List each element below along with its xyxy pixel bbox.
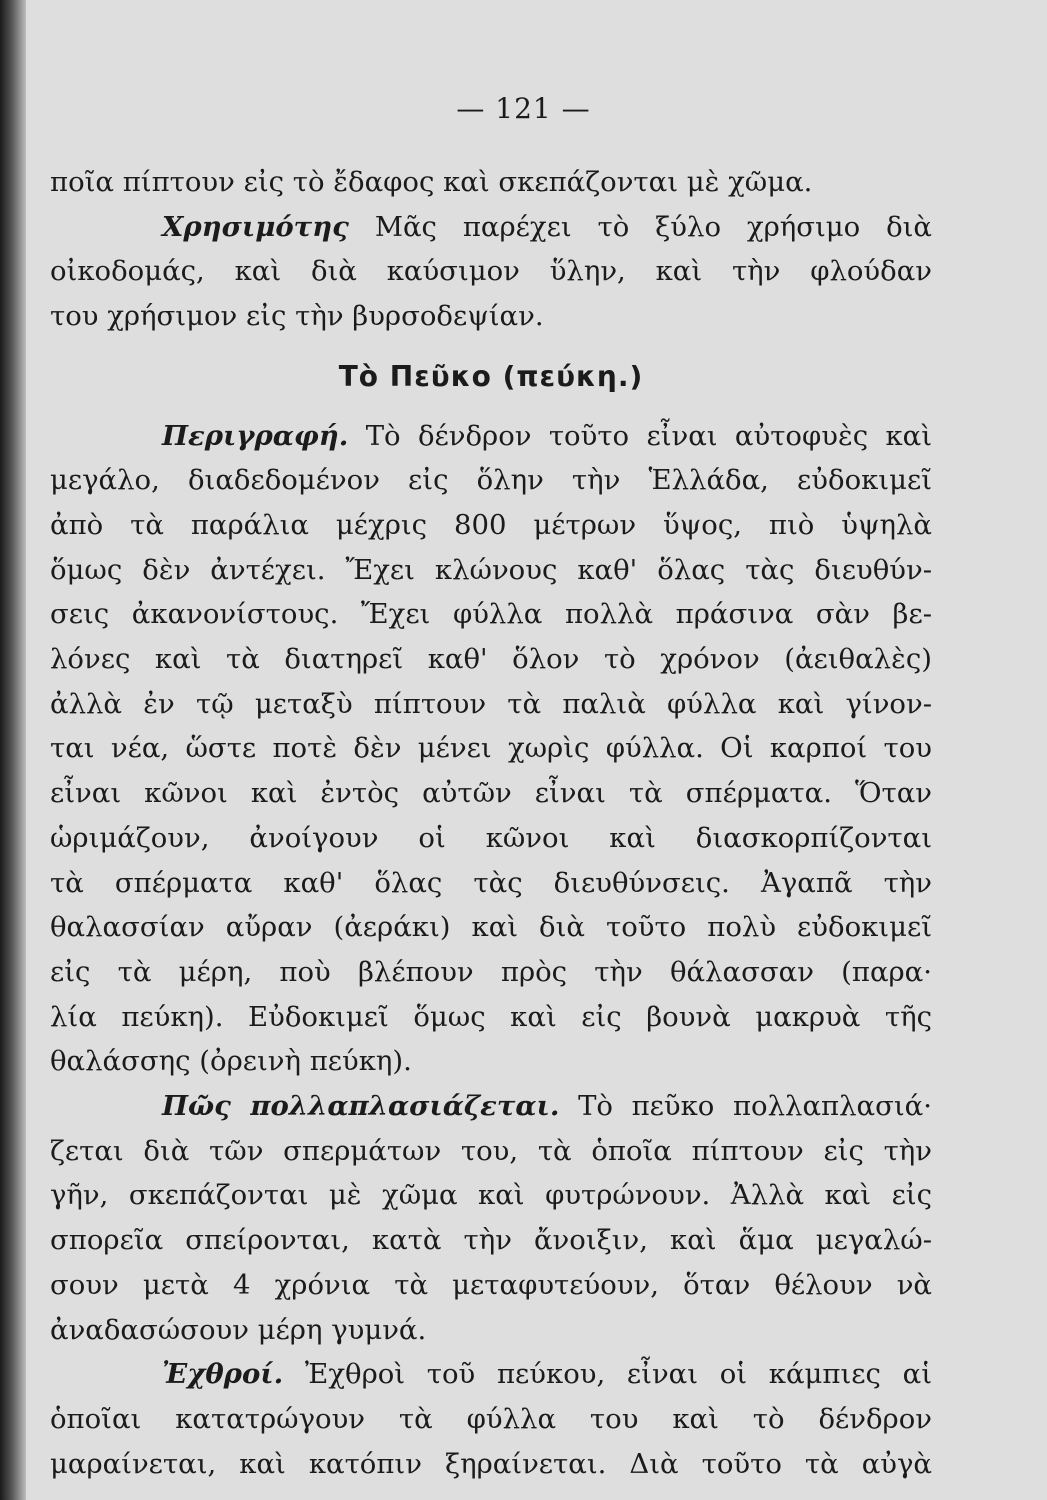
description-first-line-rest: Τὸ δένδρον τοῦτο εἶναι αὐτοφυὲς καὶ [365,419,932,452]
propagation-term: Πῶς πολλαπλασιάζεται. [162,1090,560,1123]
propagation-line: ζεται διὰ τῶν σπερμάτων του, τὰ ὁποῖα πίπτουν εἰς τὴν [50,1134,932,1167]
description-line: εἶναι κῶνοι καὶ ἐντὸς αὐτῶν εἶναι τὰ σπέρματα. Ὅταν [50,777,932,810]
description-line: τὰ σπέρματα καθ' ὅλας τὰς διευθύνσεις. Ἀγαπᾶ τὴν [50,866,932,899]
book-binding-shadow [0,0,26,1500]
description-line: ὅμως δὲν ἀντέχει. Ἔχει κλώνους καθ' ὅλας τὰς διευθύν- [50,553,932,586]
description-line: εἰς τὰ μέρη, ποὺ βλέπουν πρὸς τὴν θάλασσαν (παρα· [50,955,932,988]
description-line: μεγάλο, διαδεδομένον εἰς ὅλην τὴν Ἑλλάδα, εὐδοκιμεῖ [50,464,932,497]
description-first-line [50,414,932,459]
description-line: ἀπὸ τὰ παράλια μέχρις 800 μέτρων ὕψος, πιὸ ὑψηλὰ [50,508,932,541]
usefulness-term: Χρησιμότης [162,210,349,243]
enemies-term: Ἐχθροί. [162,1358,284,1391]
usefulness-line: του χρήσιμον εἰς τὴν βυρσοδεψίαν. [50,300,544,333]
body-text [50,160,932,1486]
propagation-line: ἀναδασώσουν μέρη γυμνά. [50,1313,427,1346]
intro-line: ποῖα πίπτουν εἰς τὸ ἔδαφος καὶ σκεπάζονται μὲ χῶμα. [50,166,813,198]
propagation-first-line-rest: Τὸ πεῦκο πολλαπλασιά· [578,1090,932,1123]
enemies-first-line-rest: Ἐχθροὶ τοῦ πεύκου, εἶναι οἱ κάμπιες αἱ [304,1358,932,1391]
description-line: ἀλλὰ ἐν τῷ μεταξὺ πίπτουν τὰ παλιὰ φύλλα καὶ γίνον- [50,687,932,720]
section-title: Τὸ Πεῦκο (πεύκη.) [338,359,644,393]
usefulness-first-line [50,205,932,250]
description-line: ται νέα, ὥστε ποτὲ δὲν μένει χωρὶς φύλλα. Οἱ καρποί του [50,732,932,765]
description-line: ὡριμάζουν, ἀνοίγουν οἱ κῶνοι καὶ διασκορπίζονται [50,821,932,854]
description-line: θαλάσσης (ὀρεινὴ πεύκη). [50,1045,412,1078]
propagation-first-line [50,1084,932,1129]
description-line: λία πεύκη). Εὐδοκιμεῖ ὅμως καὶ εἰς βουνὰ μακρυὰ τῆς [50,1000,932,1033]
description-line: σεις ἀκανονίστους. Ἔχει φύλλα πολλὰ πράσινα σὰν βε- [50,598,932,631]
propagation-line: γῆν, σκεπάζονται μὲ χῶμα καὶ φυτρώνουν. Ἀλλὰ καὶ εἰς [50,1179,932,1212]
description-line: θαλασσίαν αὔραν (ἀεράκι) καὶ διὰ τοῦτο πολὺ εὐδοκιμεῖ [50,911,932,944]
enemies-first-line [50,1352,932,1397]
usefulness-line: οἰκοδομάς, καὶ διὰ καύσιμον ὕλην, καὶ τὴν φλούδαν [50,255,932,288]
usefulness-first-line-rest: Μᾶς παρέχει τὸ ξύλο χρήσιμο διὰ [374,210,932,243]
description-term: Περιγραφή. [162,419,349,452]
enemies-line: ὁποῖαι κατατρώγουν τὰ φύλλα του καὶ τὸ δένδρον [50,1402,932,1435]
page-number: — 121 — [456,92,591,125]
enemies-line: μαραίνεται, καὶ κατόπιν ξηραίνεται. Διὰ τοῦτο τὰ αὐγὰ [50,1447,932,1480]
propagation-line: σουν μετὰ 4 χρόνια τὰ μεταφυτεύουν, ὅταν θέλουν νὰ [50,1268,932,1301]
propagation-line: σπορεῖα σπείρονται, κατὰ τὴν ἄνοιξιν, καὶ ἅμα μεγαλώ- [50,1224,932,1257]
description-line: λόνες καὶ τὰ διατηρεῖ καθ' ὅλον τὸ χρόνον (ἀειθαλὲς) [50,643,932,676]
